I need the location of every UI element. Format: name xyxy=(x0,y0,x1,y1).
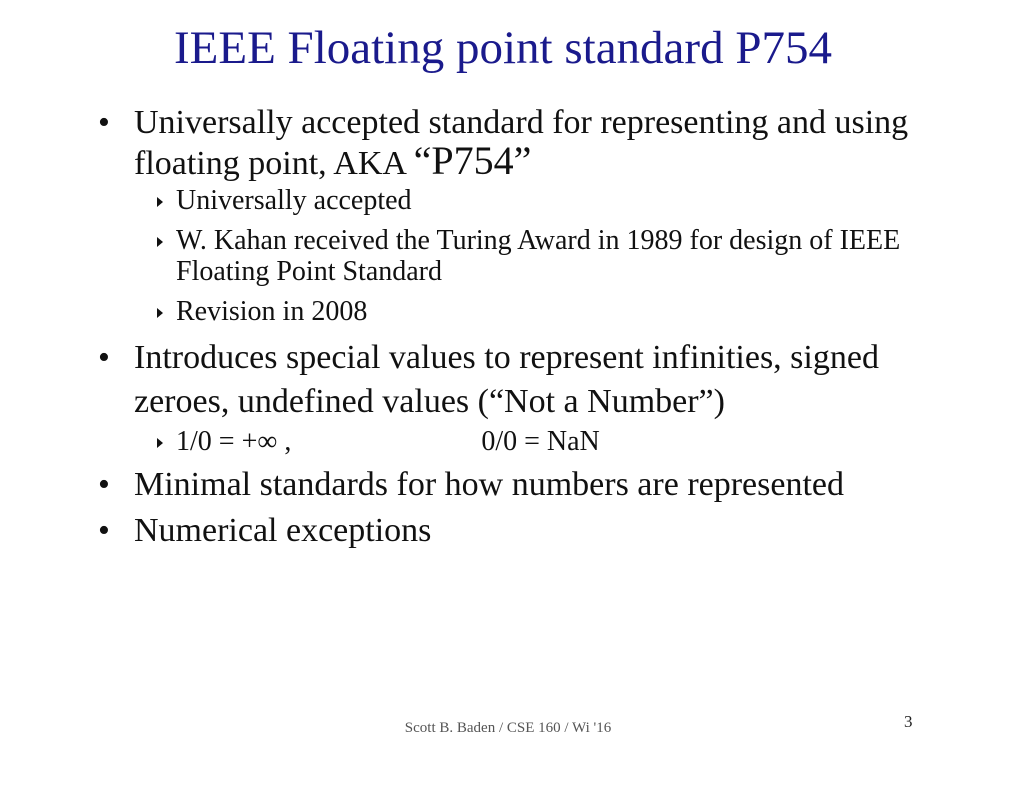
sub-item-infinity-nan xyxy=(158,426,976,457)
bullet-text: Universally accepted standard for representing and using floating point, AKA xyxy=(134,104,909,182)
sub-item-universally-accepted xyxy=(158,185,976,216)
infinity-example: 1/0 = +∞ , xyxy=(176,426,292,457)
triangle-bullet-icon xyxy=(157,237,163,247)
bullet-numerical-exceptions xyxy=(96,512,976,550)
triangle-bullet-icon xyxy=(157,197,163,207)
triangle-bullet-icon xyxy=(157,438,163,448)
bullet-dot: • xyxy=(98,339,110,376)
footer-credit: Scott B. Baden / CSE 160 / Wi '16 xyxy=(404,720,612,736)
bullet-dot: • xyxy=(98,512,110,549)
bullet-text: Introduces special values to represent infinities, signed zeroes, undefined values (“Not a Number”) xyxy=(134,339,879,420)
sub-list-special-values xyxy=(96,426,976,457)
sub-item-kahan-turing-award xyxy=(158,225,976,287)
bullet-dot: • xyxy=(98,466,110,503)
sub-list-standard xyxy=(96,185,976,327)
bullet-quote-p754: “P754” xyxy=(413,138,532,183)
bullet-text: Minimal standards for how numbers are represented xyxy=(134,466,844,503)
nan-example: 0/0 = NaN xyxy=(481,426,600,457)
bullet-dot: • xyxy=(98,104,110,141)
bullet-list xyxy=(96,104,976,552)
bullet-special-values xyxy=(96,336,976,424)
bullet-text: Numerical exceptions xyxy=(134,512,432,549)
sub-item-text: Revision in 2008 xyxy=(176,296,368,327)
sub-item-text: W. Kahan received the Turing Award in 1989 for design of IEEE Floating Point Standard xyxy=(176,225,901,287)
bullet-minimal-standards xyxy=(96,466,976,504)
page-number: 3 xyxy=(904,712,913,731)
sub-item-revision-2008 xyxy=(158,296,976,327)
bullet-universally-accepted xyxy=(96,104,976,183)
triangle-bullet-icon xyxy=(157,308,163,318)
sub-item-text: Universally accepted xyxy=(176,185,412,216)
slide-title: IEEE Floating point standard P754 xyxy=(174,22,832,74)
